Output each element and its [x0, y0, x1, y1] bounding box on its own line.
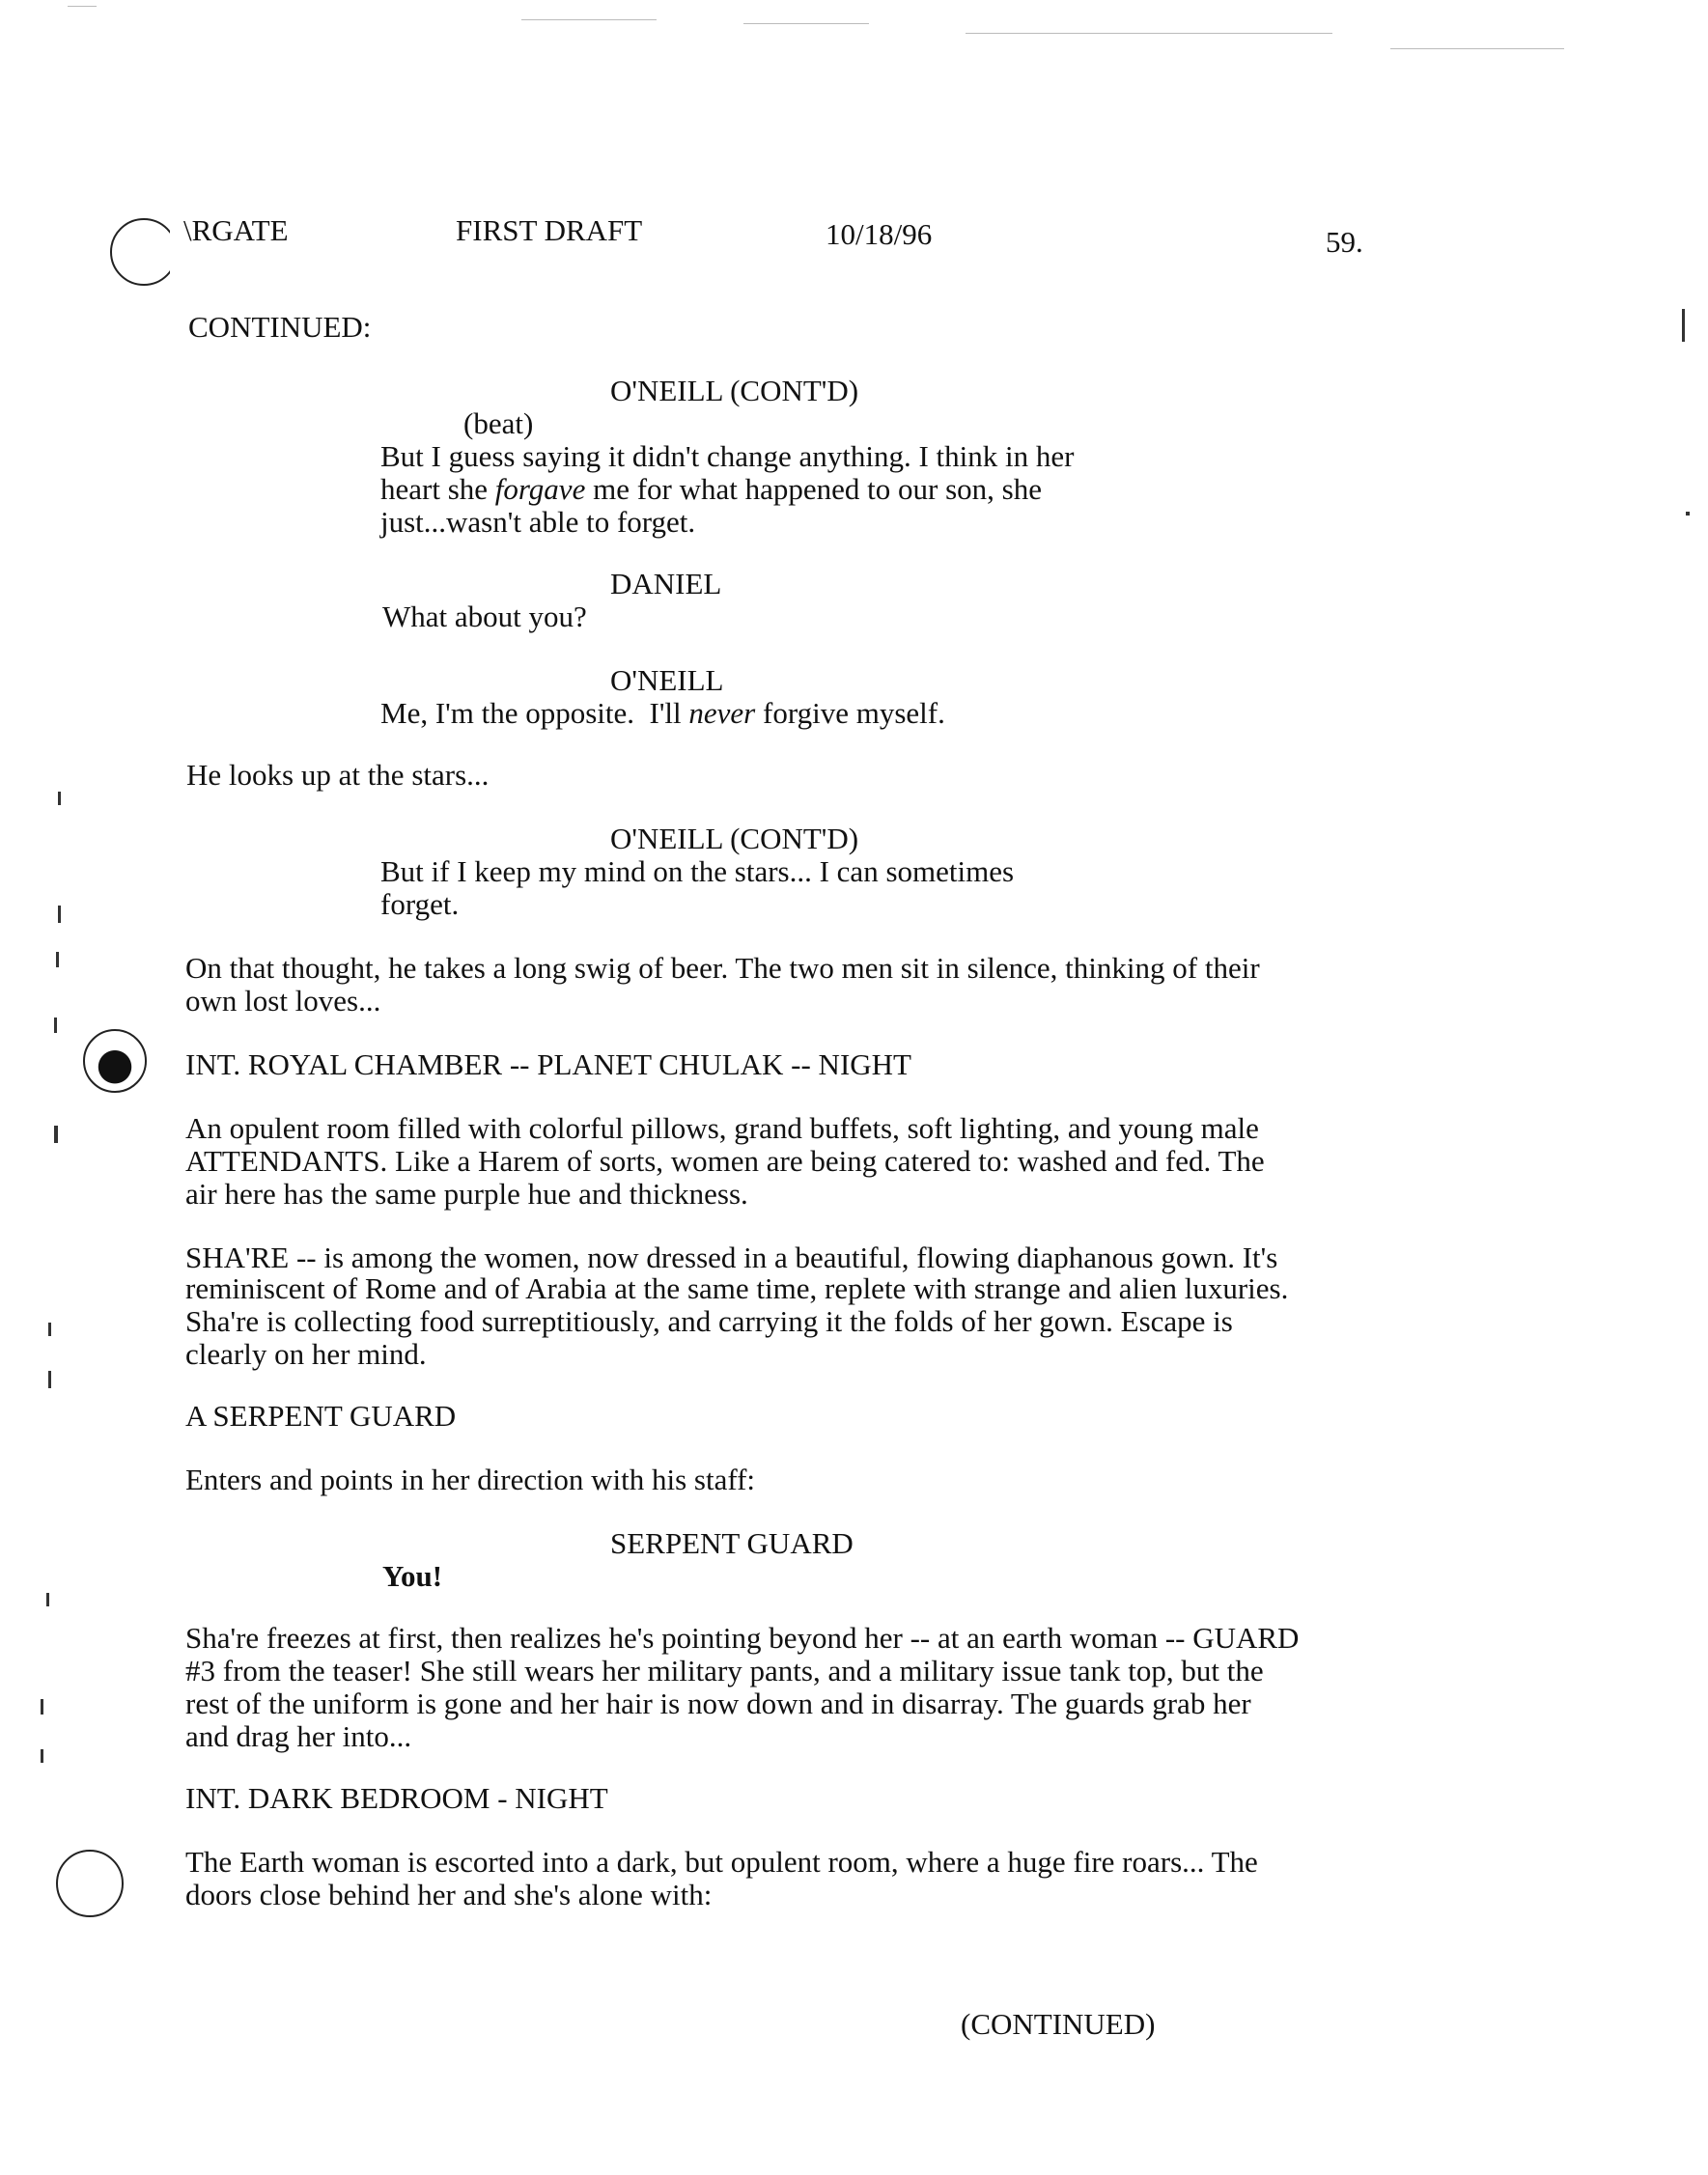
- dialogue-fragment: Me, I'm the opposite. I'll: [380, 696, 689, 730]
- header-draft: FIRST DRAFT: [456, 213, 643, 247]
- action-line: The Earth woman is escorted into a dark, but opulent room, where a huge fire roars... The: [185, 1845, 1258, 1879]
- action-line: clearly on her mind.: [185, 1337, 427, 1371]
- character-cue: SERPENT GUARD: [610, 1526, 854, 1560]
- dialogue-line: But if I keep my mind on the stars... I can sometimes: [380, 854, 1015, 888]
- action-line: doors close behind her and she's alone with:: [185, 1878, 713, 1911]
- dialogue-line: [380, 473, 1042, 506]
- character-cue: O'NEILL (CONT'D): [610, 822, 859, 855]
- action-line: rest of the uniform is gone and her hair is now down and in disarray. The guards grab her: [185, 1687, 1251, 1720]
- hole-punch-top: [110, 218, 178, 286]
- hole-punch-gap: [170, 214, 183, 282]
- action-line: Sha're is collecting food surreptitiously, and carrying it the folds of her gown. Escape is: [185, 1304, 1233, 1338]
- margin-mark: [54, 1018, 57, 1033]
- action-line: air here has the same purple hue and thickness.: [185, 1177, 748, 1211]
- continued-bottom: (CONTINUED): [961, 2007, 1156, 2041]
- margin-mark: [48, 1323, 51, 1336]
- dialogue-fragment: forgive myself.: [755, 696, 945, 730]
- margin-mark: [58, 906, 61, 923]
- action-line: An opulent room filled with colorful pillows, grand buffets, soft lighting, and young male: [185, 1111, 1259, 1145]
- scan-artifact-top: [966, 33, 1332, 34]
- dialogue-fragment: me for what happened to our son, she: [585, 472, 1042, 506]
- margin-mark: [54, 1126, 58, 1143]
- scan-artifact-top: [1390, 48, 1564, 49]
- header-page-number: 59.: [1326, 225, 1363, 259]
- dialogue-line: just...wasn't able to forget.: [380, 505, 696, 539]
- action-line: A SERPENT GUARD: [185, 1399, 457, 1433]
- action-line: Sha're freezes at first, then realizes he's pointing beyond her -- at an earth woman -- GUARD: [185, 1621, 1300, 1655]
- action-line: Enters and points in her direction with his staff:: [185, 1463, 756, 1496]
- character-cue: DANIEL: [610, 567, 722, 600]
- hole-punch-bottom: [56, 1850, 124, 1917]
- margin-mark: [58, 792, 61, 805]
- action-line: reminiscent of Rome and of Arabia at the same time, replete with strange and alien luxuries.: [185, 1271, 1289, 1305]
- action-line: and drag her into...: [185, 1719, 412, 1753]
- character-cue: O'NEILL: [610, 663, 724, 697]
- action-line: ATTENDANTS. Like a Harem of sorts, women are being catered to: washed and fed. The: [185, 1144, 1265, 1178]
- dialogue-fragment: heart she: [380, 472, 495, 506]
- character-cue: O'NEILL (CONT'D): [610, 374, 859, 407]
- scan-artifact-top: [521, 19, 657, 20]
- continued-top: CONTINUED:: [188, 310, 372, 344]
- scan-artifact-top: [68, 6, 97, 7]
- margin-mark: [1686, 512, 1690, 516]
- action-line: He looks up at the stars...: [186, 758, 490, 792]
- margin-mark: [41, 1749, 43, 1763]
- action-line: On that thought, he takes a long swig of beer. The two men sit in silence, thinking of their: [185, 951, 1260, 985]
- margin-mark: [41, 1699, 43, 1715]
- dialogue-emphasis: forgave: [494, 472, 586, 506]
- margin-mark: [1682, 309, 1685, 342]
- action-line: SHA'RE -- is among the women, now dressed in a beautiful, flowing diaphanous gown. It's: [185, 1241, 1278, 1274]
- action-line: own lost loves...: [185, 984, 381, 1018]
- header-title-fragment: \RGATE: [183, 213, 289, 247]
- dialogue-line: You!: [382, 1559, 443, 1593]
- header-date: 10/18/96: [826, 217, 933, 251]
- dialogue-line: What about you?: [382, 600, 587, 633]
- scene-heading: INT. DARK BEDROOM - NIGHT: [185, 1781, 608, 1815]
- scene-heading: INT. ROYAL CHAMBER -- PLANET CHULAK -- NIGHT: [185, 1047, 911, 1081]
- margin-mark: [48, 1371, 51, 1388]
- scan-artifact-top: [743, 23, 869, 24]
- margin-mark: [46, 1593, 49, 1606]
- parenthetical: (beat): [463, 406, 534, 440]
- dialogue-line: But I guess saying it didn't change anything. I think in her: [380, 439, 1075, 473]
- margin-mark: [56, 952, 59, 967]
- dialogue-line: forget.: [380, 887, 460, 921]
- dialogue-line: [380, 697, 945, 730]
- action-line: #3 from the teaser! She still wears her military pants, and a military issue tank top, but the: [185, 1654, 1264, 1687]
- hole-punch-middle: [83, 1029, 147, 1093]
- dialogue-emphasis: never: [688, 696, 756, 730]
